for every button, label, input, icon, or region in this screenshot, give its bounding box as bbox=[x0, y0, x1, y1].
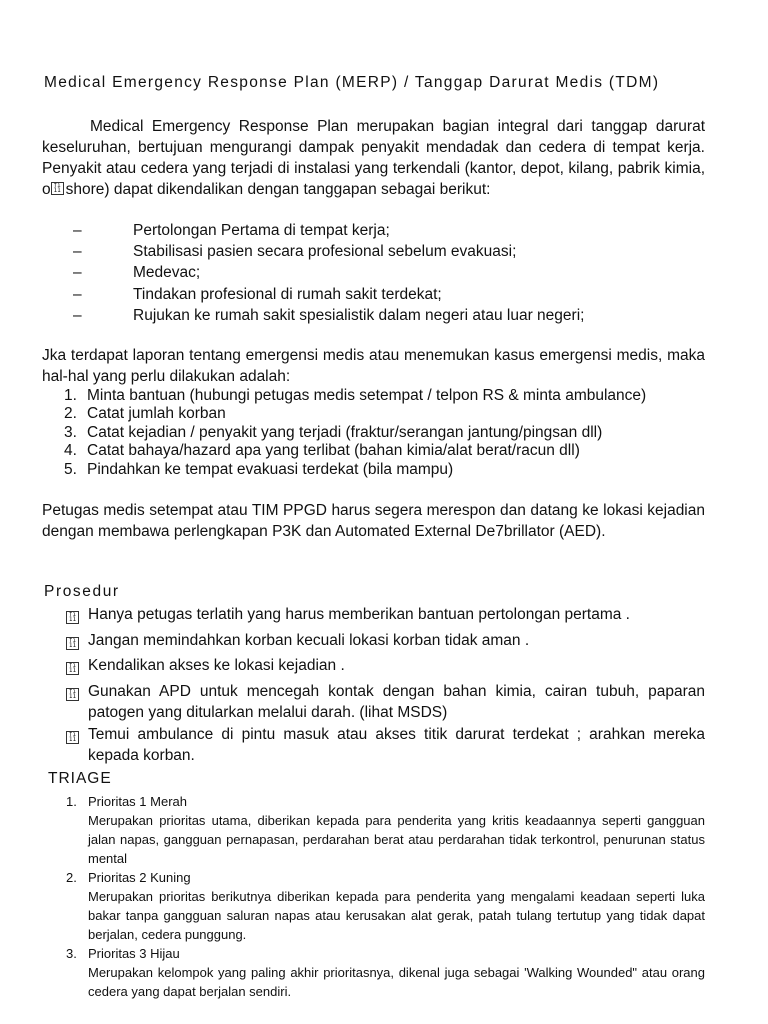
bullet-glyph-icon: fi 11 bbox=[66, 611, 79, 624]
bullet-glyph-icon: fi 11 bbox=[66, 731, 79, 744]
triage-description: Merupakan prioritas berikutnya diberikan kepada para penderita yang mengalami keadaan seperti luka bakar tanpa gangguan saluran napas atau kerusakan alat gerak, patah tulang tertutup yang tidak dapat berjalan, cedera punggung. bbox=[88, 889, 705, 942]
list-item: 5. Pindahkan ke tempat evakuasi terdekat (bila mampu) bbox=[64, 460, 454, 478]
list-item: 2. Catat jumlah korban bbox=[64, 405, 226, 423]
triage-list bbox=[66, 792, 705, 1001]
list-item: – Stabilisasi pasien secara profesional sebelum evakuasi; bbox=[73, 243, 517, 261]
triage-label: Prioritas 2 Kuning bbox=[88, 870, 191, 885]
bullet-glyph-icon: fi 11 bbox=[66, 662, 79, 675]
report-intro-paragraph: Jka terdapat laporan tentang emergensi medis atau menemukan kasus emergensi medis, maka hal-hal yang perlu dilakukan adalah: bbox=[42, 347, 705, 385]
bullet-glyph-icon: fi 11 bbox=[66, 688, 79, 701]
procedure-heading: Prosedur bbox=[44, 583, 120, 600]
triage-label: Prioritas 3 Hijau bbox=[88, 946, 180, 961]
triage-description: Merupakan kelompok yang paling akhir prioritasnya, dikenal juga sebagai 'Walking Wounded" atau orang cedera yang dapat berjalan sendiri. bbox=[88, 965, 705, 999]
list-item: – Pertolongan Pertama di tempat kerja; bbox=[73, 222, 390, 239]
response-list bbox=[73, 220, 584, 326]
intro-paragraph bbox=[42, 116, 705, 200]
intro-text: Medical Emergency Response Plan merupakan bagian integral dari tanggap darurat keseluruhan, bertujuan mengurangi dampak penyakit mendadak dan cedera di tempat kerja. Penyakit atau cedera yang terjadi di instalasi yang terkendali (kantor, depot, kilang, pabrik kimia, o bbox=[42, 118, 705, 198]
list-item: – Rujukan ke rumah sakit spesialistik dalam negeri atau luar negeri; bbox=[73, 306, 585, 324]
list-item: 1. Minta bantuan (hubungi petugas medis setempat / telpon RS & minta ambulance) bbox=[64, 387, 647, 404]
triage-label: Prioritas 1 Merah bbox=[88, 794, 187, 809]
list-item: fi 11 Jangan memindahkan korban kecuali lokasi korban tidak aman . bbox=[66, 630, 705, 656]
triage-heading: TRIAGE bbox=[48, 770, 112, 787]
procedure-list bbox=[66, 604, 705, 767]
intro-text-cont: shore) dapat dikendalikan dengan tanggapan sebagai berikut: bbox=[65, 181, 491, 198]
list-item: 4. Catat bahaya/hazard apa yang terlibat (bahan kimia/alat berat/racun dll) bbox=[64, 442, 580, 460]
list-item: fi 11 Hanya petugas terlatih yang harus memberikan bantuan pertolongan pertama . bbox=[66, 604, 705, 630]
list-item: 3. Catat kejadian / penyakit yang terjadi (fraktur/serangan jantung/pingsan dll) bbox=[64, 423, 603, 441]
missing-glyph-icon: fi 11 bbox=[51, 182, 64, 195]
list-item: fi 11 Gunakan APD untuk mencegah kontak dengan bahan kimia, cairan tubuh, paparan patogen yang ditularkan melalui darah. (lihat MSDS) bbox=[66, 681, 705, 724]
list-item: 2. Prioritas 2 Kuning Merupakan prioritas berikutnya diberikan kepada para penderita yang mengalami keadaan seperti luka bakar tanpa gangguan saluran napas atau kerusakan alat gerak, patah tulang tertutup yang tidak dapat berjalan, cedera punggung. bbox=[66, 870, 705, 942]
list-item: fi 11 Temui ambulance di pintu masuk atau akses titik darurat terdekat ; arahkan mereka kepada korban. bbox=[66, 724, 705, 767]
document-title: Medical Emergency Response Plan (MERP) / Tanggap Darurat Medis (TDM) bbox=[44, 74, 660, 91]
triage-description: Merupakan prioritas utama, diberikan kepada para penderita yang kritis keadaannya seperti gangguan jalan napas, gangguan pernapasan, perdarahan berat atau perdarahan tidak terkontrol, penurunan status mental bbox=[88, 813, 705, 866]
list-item: – Medevac; bbox=[73, 264, 201, 282]
list-item: fi 11 Kendalikan akses ke lokasi kejadian . bbox=[66, 655, 705, 681]
steps-list bbox=[64, 387, 705, 479]
list-item: – Tindakan profesional di rumah sakit terdekat; bbox=[73, 285, 442, 303]
list-item: 3. Prioritas 3 Hijau Merupakan kelompok yang paling akhir prioritasnya, dikenal juga sebagai 'Walking Wounded" atau orang cedera yang dapat berjalan sendiri. bbox=[66, 946, 705, 999]
team-note-paragraph: Petugas medis setempat atau TIM PPGD harus segera merespon dan datang ke lokasi kejadian dengan membawa perlengkapan P3K dan Automated External De7brillator (AED). bbox=[42, 502, 705, 540]
bullet-glyph-icon: fi 11 bbox=[66, 637, 79, 650]
list-item: 1. Prioritas 1 Merah Merupakan prioritas utama, diberikan kepada para penderita yang kritis keadaannya seperti gangguan jalan napas, gangguan pernapasan, perdarahan berat atau perdarahan tidak terkontrol, penurunan status mental bbox=[66, 794, 705, 866]
